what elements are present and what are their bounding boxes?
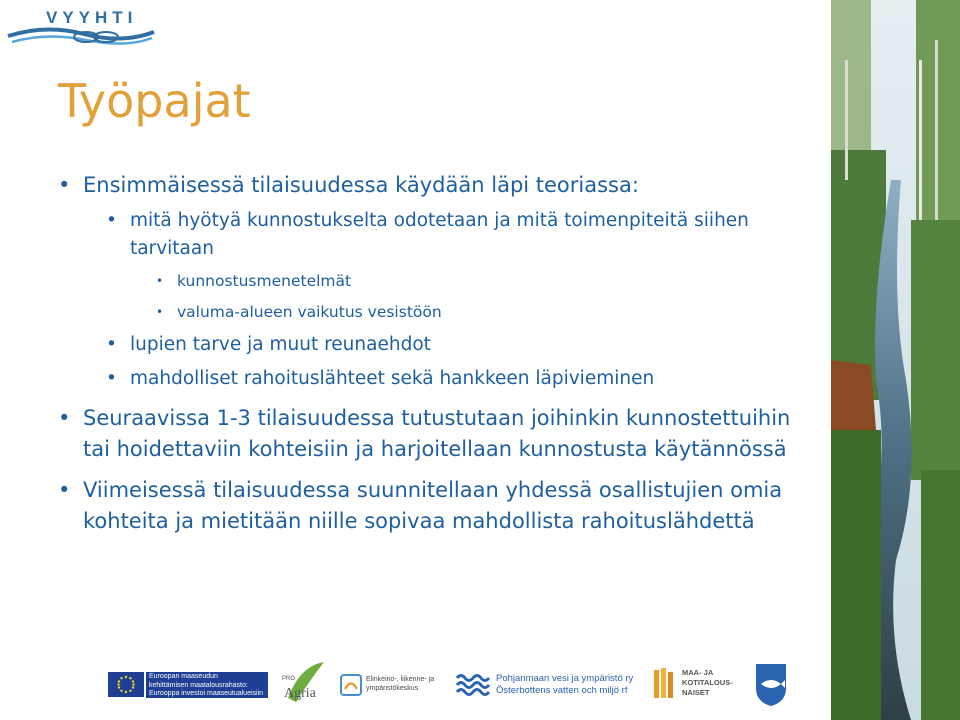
fish-shield-icon	[754, 662, 788, 708]
ely-emblem-icon	[340, 674, 362, 696]
bullet-item: • mitä hyötyä kunnostukselta odotetaan ja mitä toimenpiteitä siihen tarvitaan	[58, 207, 818, 263]
slide-title: Työpajat	[58, 74, 251, 128]
bullet-list	[58, 170, 818, 543]
bullet-item: • lupien tarve ja muut reunaehdot	[58, 331, 818, 359]
eu-flag-icon	[108, 672, 144, 697]
bullet-item: • kunnostusmenetelmät	[58, 269, 818, 293]
wave-icon	[456, 672, 492, 698]
logo-wave-icon	[6, 22, 156, 48]
pvy-line-1: Pohjanmaan vesi ja ympäristö ry	[496, 673, 634, 684]
wheat-icon	[652, 666, 678, 700]
bullet-item: • valuma-alueen vaikutus vesistöön	[58, 300, 818, 324]
logo-text: VYYHTI	[46, 8, 138, 27]
stream-photo	[831, 0, 960, 720]
ely-line-1: Elinkeino-, liikenne- ja	[366, 676, 435, 683]
pvy-line-2: Österbottens vatten och miljö rf	[496, 685, 628, 696]
maa-line-3: NAISET	[682, 688, 710, 697]
maa-line-2: KOTITALOUS-	[682, 678, 733, 687]
bullet-item: • Seuraavissa 1-3 tilaisuudessa tutustutaan joihinkin kunnostettuihin tai hoidettaviin kohteisiin ja harjoitellaan kunnostusta käytännössä	[58, 403, 818, 465]
pvy-logo	[456, 670, 632, 700]
agria-small-text: PRO	[282, 676, 296, 682]
agria-text: Agria	[284, 686, 316, 701]
vyyhti-logo	[6, 4, 156, 50]
pro-agria-logo	[280, 660, 328, 712]
maa-ja-kotitalousnaiset-logo	[652, 666, 736, 702]
eu-text	[146, 672, 268, 698]
eu-line-2: kehittämisen maatalousrahasto:	[149, 681, 248, 689]
eu-line-1: Euroopan maaseudun	[149, 673, 218, 680]
eu-line-3: Eurooppa investoi maaseutualueisiin	[149, 690, 264, 697]
bullet-item: • mahdolliset rahoituslähteet sekä hankkeen läpivieminen	[58, 365, 818, 393]
bullet-item: • Ensimmäisessä tilaisuudessa käydään läpi teoriassa:	[58, 170, 818, 201]
ely-logo	[340, 674, 436, 700]
footer-logos	[104, 660, 824, 712]
bullet-item: • Viimeisessä tilaisuudessa suunnitellaan yhdessä osallistujien omia kohteita ja mietitään niille sopivaa mahdollista rahoituslähdettä	[58, 475, 818, 537]
maa-line-1: MAA- JA	[682, 668, 714, 677]
ely-line-2: ympäristökeskus	[366, 685, 419, 692]
